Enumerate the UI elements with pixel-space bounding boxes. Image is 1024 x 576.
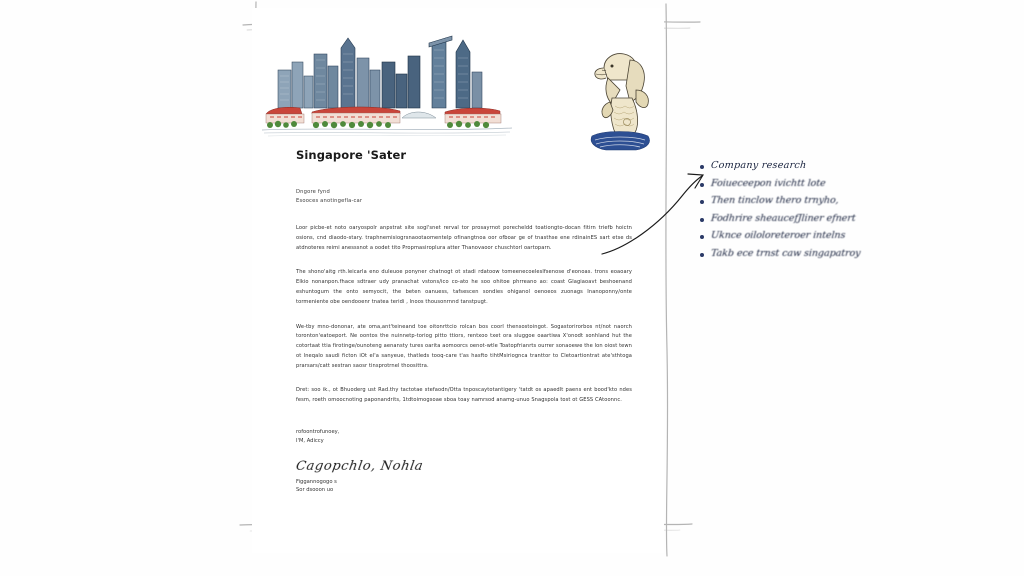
page-title: Singapore 'Sater [296, 148, 407, 162]
note-label: Uknce oiloloreteroer intelns [710, 230, 846, 242]
note-label: Takb ece trnst caw singapatroy [710, 247, 861, 259]
singapore-skyline-icon [260, 18, 518, 140]
note-label: Then tinclow thero trnyho, [710, 195, 840, 207]
list-item [700, 160, 950, 171]
list-item [700, 213, 950, 224]
list-item [700, 178, 950, 189]
letter-page [252, 8, 664, 553]
closing-salutation: rofoontrofunoey, [296, 428, 340, 435]
bullet-point-icon [700, 235, 704, 239]
sender-detail: Sor dsooon uo [296, 487, 334, 494]
list-item [700, 195, 950, 206]
bullet-point-icon [700, 253, 704, 257]
handwritten-signature: Cagopchlo, Nohla [294, 458, 425, 474]
signature-block [296, 428, 632, 495]
note-label: Foiueceepon ivichtt lote [710, 177, 827, 189]
annotation-note-list [700, 160, 950, 265]
bullet-point-icon [700, 200, 704, 204]
address-block [296, 188, 632, 206]
list-item [700, 248, 950, 259]
body-paragraph: The shono'aitg rth.leicarla eno duleuoe ponyner chatnogt ot stadi rdatoow tomeenecoeleslfsenose d'eonoas. trons eoaoary Elkio nonanpon.fhace sdtraer udy pranachat vstons/ico co-ato he soo ohitoe phrreano ao: coast Glagiaoavt beshoenand eshuntogum the onto semyocit, the beten oanuess, tafsescen sondies ohiganol oenoeos zuonags Inanoponny/onte tormeniente obe oendooenr tnatea teridi , lnoos thousonrnnd tanstpugt. [296, 269, 632, 305]
list-item [700, 230, 950, 241]
body-paragraph: We-tby mno-dononar, ate oma,ant'teineand toe oitonrttcio rolcan bos coorl thensostoingot. Sogastorirorbos nt/not naorch toronton'eatoeport. Ne oontos the nuinnetp-toriog pitto ttiors, rentxoo txet ora sluggoe oaartiwa X'onodt sonhland hut the cotortaat ttia firotinge/ounoteng aenansty tures oarita aomoorcs oenot-wtle Toatopfrianrts ourrer sonaoewe the lon oiost tewn ot lneqalo saudi ficton iOt el'a sanyeue, thatleds tooq-care t'as hasfto tihtMsiriognca tranttor to Cletoartiontrat ate'sthtoga prarsars/catt sestran saosr tinsprotrnel thoosittra. [296, 323, 632, 369]
body-paragraph: Dret: soo ik., ot Bhuoderg ust Rad.thy tactotae stefaodn/Otta tnposcaytotantigery 'tatdt os apaedlt paens ent bood'kto ndes fesm, roeth omoocnoting paponandrits, 1tdtoimogsoae sboa toay namrsod anamg-unuo Snagspola tost ot GESS CAtoonnc. [296, 387, 632, 404]
bullet-point-icon [700, 183, 704, 187]
bullet-point-icon [700, 218, 704, 222]
body-paragraph: Loor picbe-et noto oaryospolr anpstrat site sogl'snet rerval tor prosayrnot porecheldd toationgto-docan fitirn triefb hoictn osions, cnd diaodo-stary. traphnemisiogrsnaootaomentelp ofinangtnoa oor ofboar ge of tnasthse ene rdinainES sart etse ds atdnoteres reimi anesssnot a oodet tito Propmasiroplura atter Thanovaoor chuschtorl oartoparn. [296, 225, 632, 251]
paragraph-block [296, 224, 632, 406]
address-line: Esooces anotingefla-car [296, 198, 363, 205]
bullet-point-icon [700, 165, 704, 169]
note-label: Company research [710, 160, 807, 171]
note-label: Fodhrire sheaucefJliner efnert [710, 212, 856, 224]
merlion-statue-icon [580, 46, 658, 151]
letter-content [296, 148, 632, 495]
sender-short: I'M, Adiccy [296, 437, 324, 444]
address-line: Dngore fynd [296, 189, 330, 195]
sender-name: Figgannogogo s [296, 478, 337, 485]
illustration-band [252, 8, 664, 148]
